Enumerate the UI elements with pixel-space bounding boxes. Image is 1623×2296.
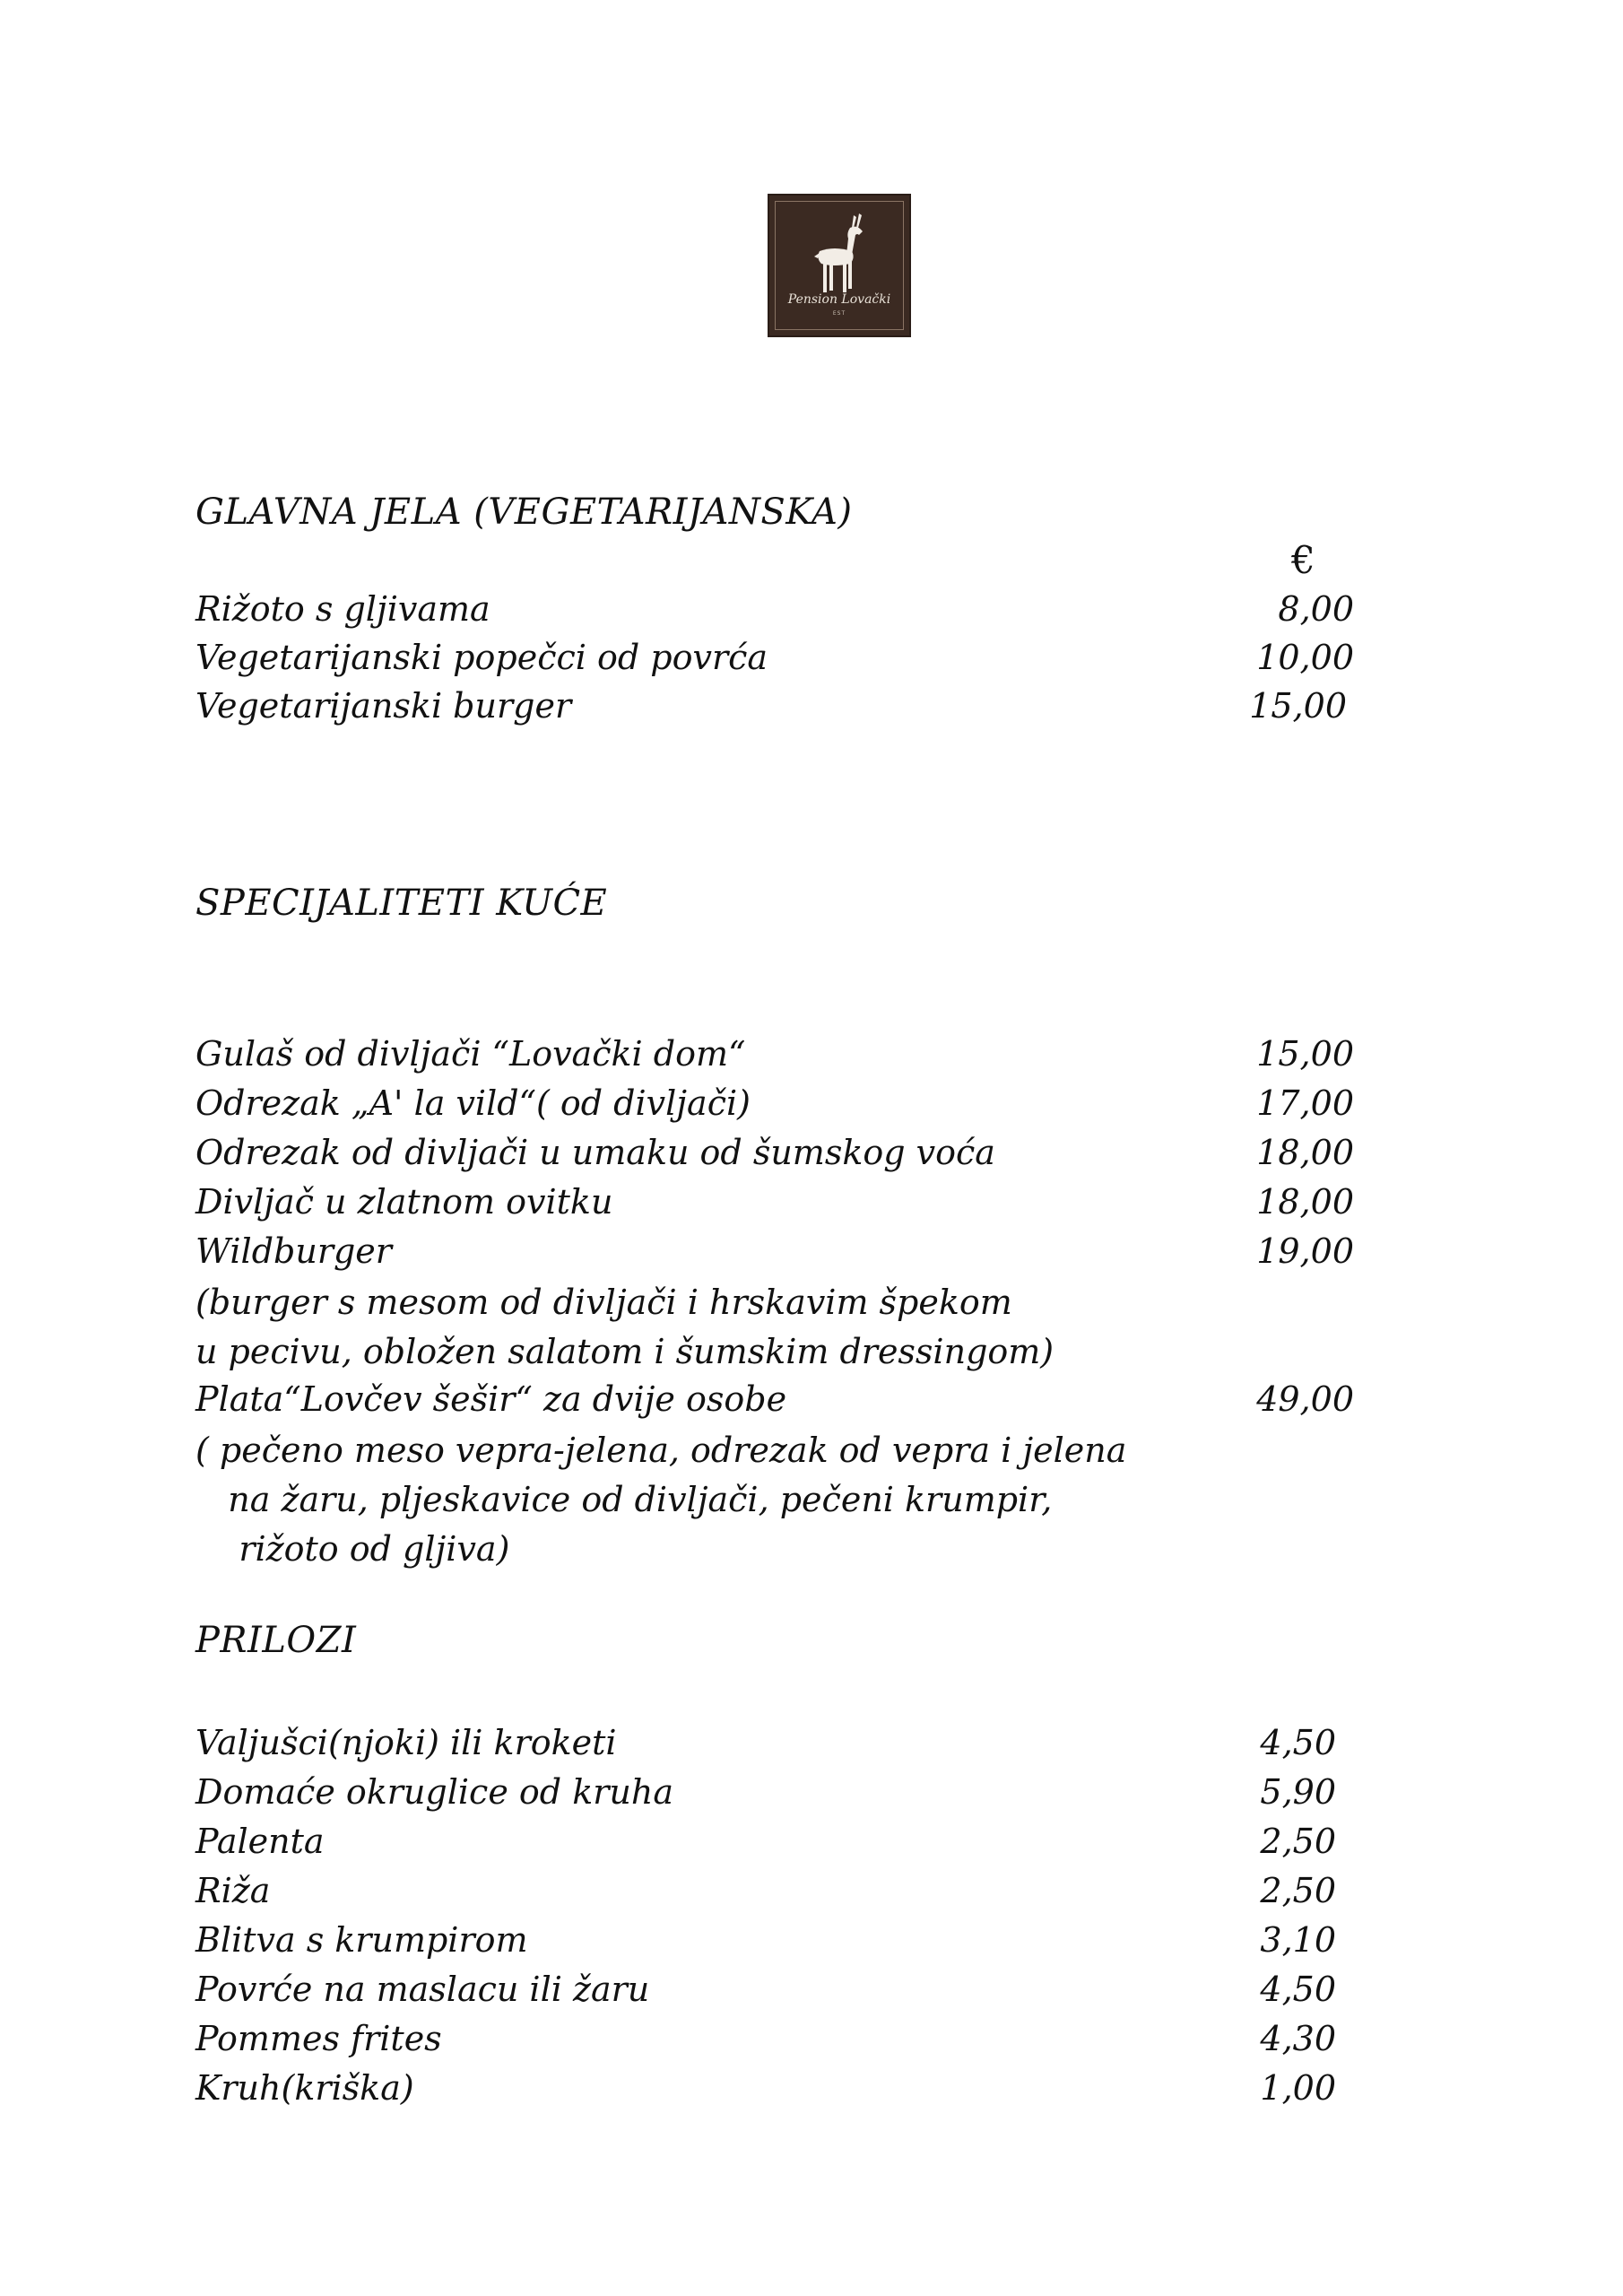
- menu-item: [195, 1967, 1354, 2012]
- menu-item: [195, 2066, 1354, 2110]
- menu-item-name: Gulaš od divljači “Lovački dom“: [195, 1034, 746, 1074]
- menu-item-name: Povrće na maslacu ili žaru: [195, 1970, 650, 2009]
- menu-item-price: 49,00: [1256, 1379, 1354, 1419]
- deer-icon: [807, 212, 875, 294]
- menu-item-name: Blitva s krumpirom: [195, 1920, 528, 1960]
- wildburger-description-line: u pecivu, obložen salatom i šumskim dressingom): [195, 1332, 1055, 1371]
- menu-item: [195, 1918, 1354, 1962]
- menu-item-price: 1,00: [1260, 2068, 1336, 2108]
- menu-item-name: Palenta: [195, 1822, 325, 1861]
- specialties-heading: SPECIJALITETI KUĆE: [195, 883, 608, 924]
- menu-item-name: Domaće okruglice od kruha: [195, 1772, 673, 1812]
- menu-item: [195, 683, 1354, 728]
- menu-item: [195, 1229, 1354, 1274]
- menu-item-price: 2,50: [1260, 1871, 1336, 1910]
- menu-item: [195, 635, 1354, 680]
- menu-item: [195, 1179, 1354, 1224]
- menu-item-price: 2,50: [1260, 1822, 1336, 1861]
- menu-item-price: 10,00: [1256, 638, 1354, 677]
- menu-item-name: Valjušci(njoki) ili kroketi: [195, 1723, 617, 1762]
- menu-item-name: Plata“Lovčev šešir“ za dvije osobe: [195, 1379, 787, 1419]
- menu-item-price: 5,90: [1260, 1772, 1336, 1812]
- menu-item: [195, 1819, 1354, 1864]
- menu-item: [195, 1720, 1354, 1765]
- menu-item-price: 4,50: [1260, 1723, 1336, 1762]
- menu-item-price: 18,00: [1256, 1182, 1354, 1222]
- menu-item-price: 4,50: [1260, 1970, 1336, 2009]
- menu-item-price: 17,00: [1256, 1083, 1354, 1123]
- menu-item-price: 3,10: [1260, 1920, 1336, 1960]
- menu-item-name: Vegetarijanski popečci od povrća: [195, 638, 768, 677]
- menu-item: [195, 1031, 1354, 1076]
- menu-item-name: Odrezak od divljači u umaku od šumskog voća: [195, 1133, 995, 1172]
- menu-item: [195, 1868, 1354, 1913]
- menu-item: [195, 1081, 1354, 1126]
- menu-item-name: Divljač u zlatnom ovitku: [195, 1182, 613, 1222]
- sides-heading: PRILOZI: [195, 1620, 357, 1661]
- menu-item: [195, 1130, 1354, 1175]
- menu-item: [195, 1377, 1354, 1422]
- menu-item-price: 19,00: [1256, 1231, 1354, 1271]
- menu-item-name: Kruh(kriška): [195, 2068, 414, 2108]
- logo-subtext: EST: [832, 310, 846, 317]
- menu-item: [195, 587, 1354, 631]
- menu-item-price: 8,00: [1278, 589, 1354, 629]
- menu-item-name: Odrezak „A' la vild“( od divljači): [195, 1083, 751, 1123]
- menu-item-name: Riža: [195, 1871, 271, 1910]
- plata-description-line: rižoto od gljiva): [195, 1529, 510, 1569]
- plata-description-line: ( pečeno meso vepra-jelena, odrezak od vepra i jelena: [195, 1431, 1127, 1470]
- menu-item-price: 18,00: [1256, 1133, 1354, 1172]
- menu-item-price: 15,00: [1256, 1034, 1354, 1074]
- menu-item-price: 15,00: [1249, 686, 1347, 726]
- logo-text: Pension Lovački: [787, 292, 891, 307]
- menu-item-price: 4,30: [1260, 2019, 1336, 2058]
- menu-item-name: Wildburger: [195, 1231, 392, 1271]
- menu-item: [195, 2016, 1354, 2061]
- wildburger-description-line: (burger s mesom od divljači i hrskavim špekom: [195, 1283, 1012, 1322]
- menu-item-name: Vegetarijanski burger: [195, 686, 572, 726]
- vegetarian-heading: GLAVNA JELA (VEGETARIJANSKA): [195, 491, 853, 533]
- logo: [768, 194, 911, 337]
- currency-symbol: €: [1291, 538, 1315, 582]
- plata-description-line: na žaru, pljeskavice od divljači, pečeni krumpir,: [195, 1480, 1053, 1519]
- menu-item: [195, 1770, 1354, 1814]
- menu-item-name: Rižoto s gljivama: [195, 589, 490, 629]
- menu-item-name: Pommes frites: [195, 2019, 442, 2058]
